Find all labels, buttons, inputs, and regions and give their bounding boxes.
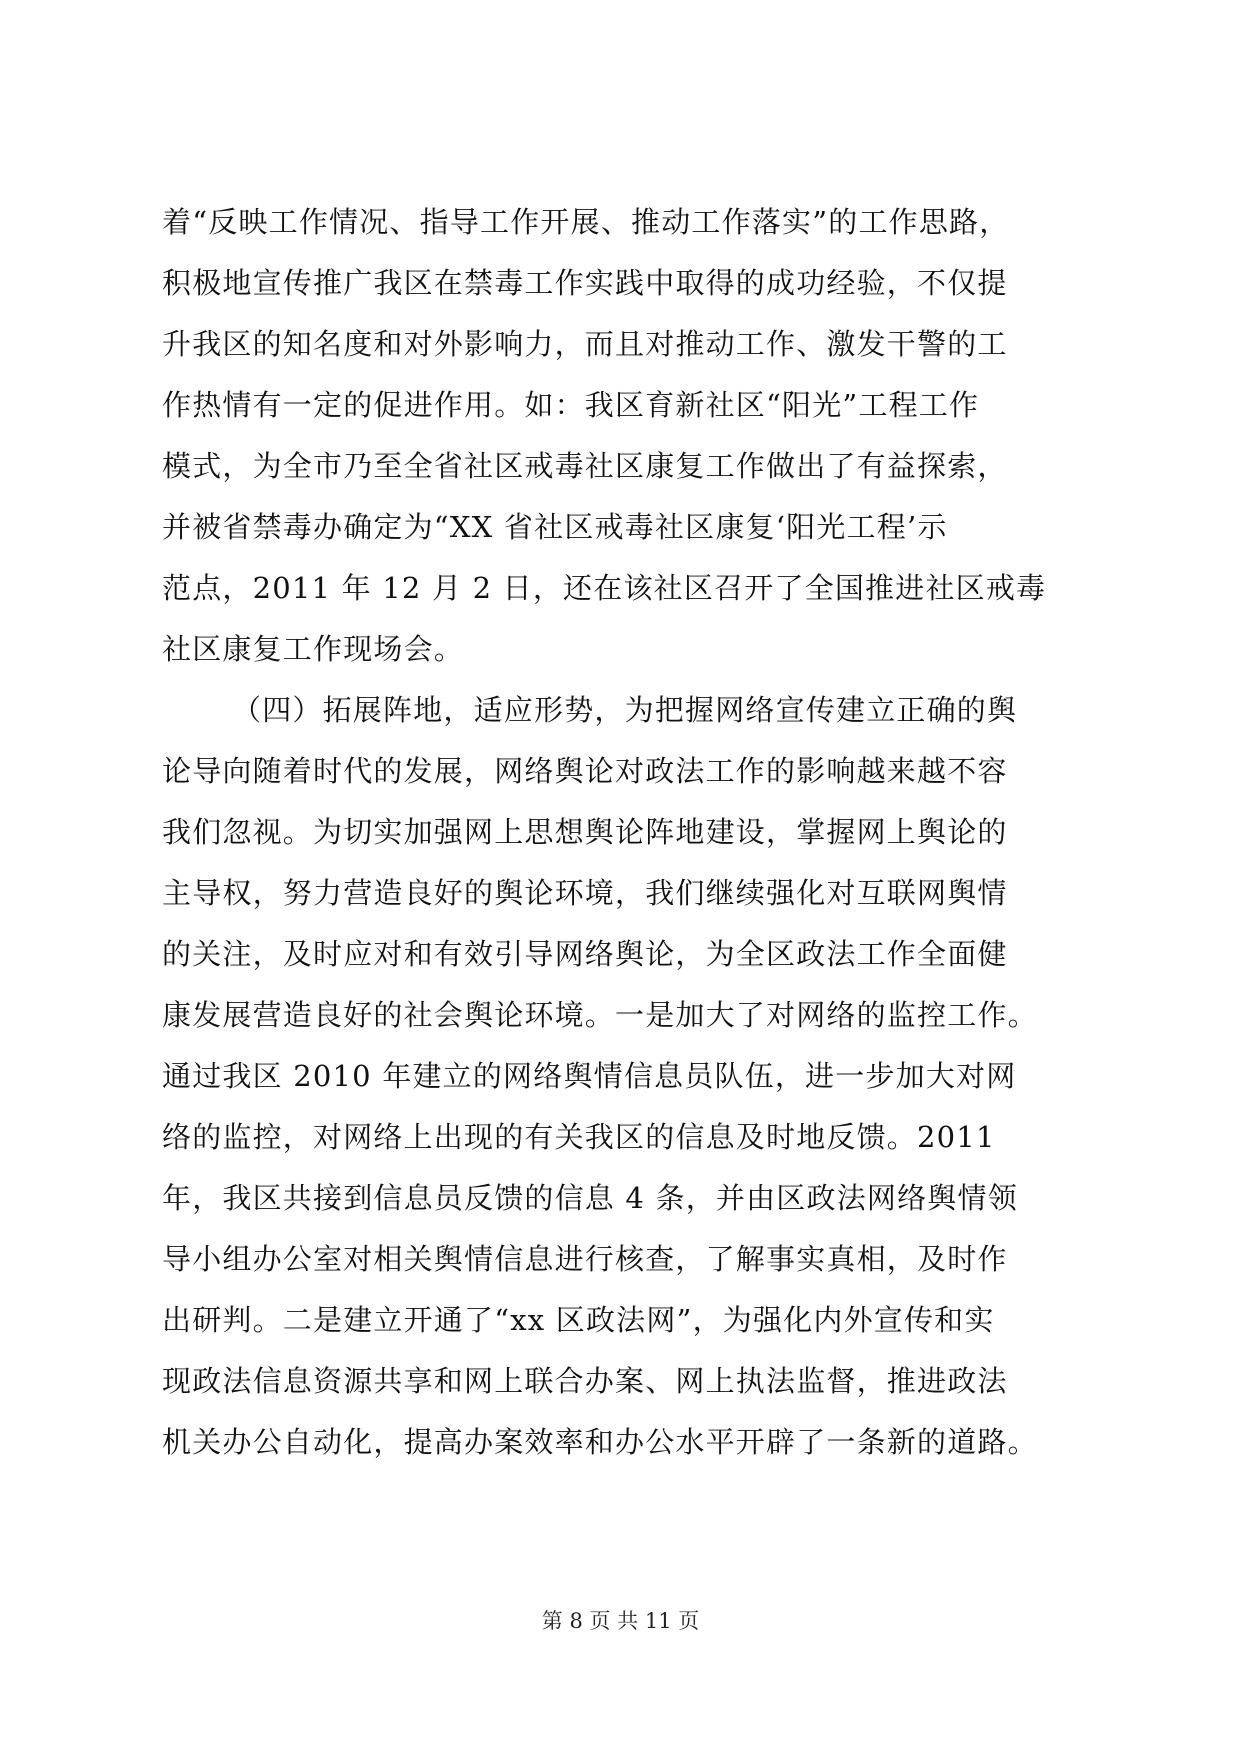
text-line: 升我区的知名度和对外影响力，而且对推动工作、激发干警的工 [162, 327, 1008, 361]
paragraph-1 [162, 192, 1082, 680]
text-line: 导小组办公室对相关舆情信息进行核查，了解事实真相，及时作 [162, 1242, 1008, 1276]
text-line: 范点，2011 年 12 月 2 日，还在该社区召开了全国推进社区戒毒 [162, 571, 1047, 605]
text-line: 出研判。二是建立开通了“xx 区政法网”，为强化内外宣传和实 [162, 1303, 995, 1337]
text-line: 着“反映工作情况、指导工作开展、推动工作落实”的工作思路， [162, 205, 1010, 239]
text-line: 现政法信息资源共享和网上联合办案、网上执法监督，推进政法 [162, 1364, 1008, 1398]
text-line: 我们忽视。为切实加强网上思想舆论阵地建设，掌握网上舆论的 [162, 815, 1008, 849]
text-line: 模式，为全市乃至全省社区戒毒社区康复工作做出了有益探索， [162, 449, 1008, 483]
page-number: 第 8 页 共 11 页 [541, 1609, 700, 1633]
text-line: 康发展营造良好的社会舆论环境。一是加大了对网络的监控工作。 [162, 998, 1038, 1032]
text-line: 积极地宣传推广我区在禁毒工作实践中取得的成功经验，不仅提 [162, 266, 1008, 300]
text-line: 社区康复工作现场会。 [162, 632, 465, 666]
text-line: 通过我区 2010 年建立的网络舆情信息员队伍，进一步加大对网 [162, 1059, 1017, 1093]
text-line: 论导向随着时代的发展，网络舆论对政法工作的影响越来越不容 [162, 754, 1008, 788]
text-line: 主导权，努力营造良好的舆论环境，我们继续强化对互联网舆情 [162, 876, 1008, 910]
text-line: 年，我区共接到信息员反馈的信息 4 条，并由区政法网络舆情领 [162, 1181, 1018, 1215]
text-line: 机关办公自动化，提高办案效率和办公水平开辟了一条新的道路。 [162, 1425, 1038, 1459]
text-line: 并被省禁毒办确定为“XX 省社区戒毒社区康复‘阳光工程’示 [162, 510, 948, 544]
paragraph-2 [162, 680, 1082, 1473]
document-body [162, 192, 1082, 1473]
text-line: 作热情有一定的促进作用。如：我区育新社区“阳光”工程工作 [162, 388, 980, 422]
text-line: （四）拓展阵地，适应形势，为把握网络宣传建立正确的舆 [232, 693, 1018, 727]
text-line: 络的监控，对网络上出现的有关我区的信息及时地反馈。2011 [162, 1120, 996, 1154]
text-line: 的关注，及时应对和有效引导网络舆论，为全区政法工作全面健 [162, 937, 1008, 971]
